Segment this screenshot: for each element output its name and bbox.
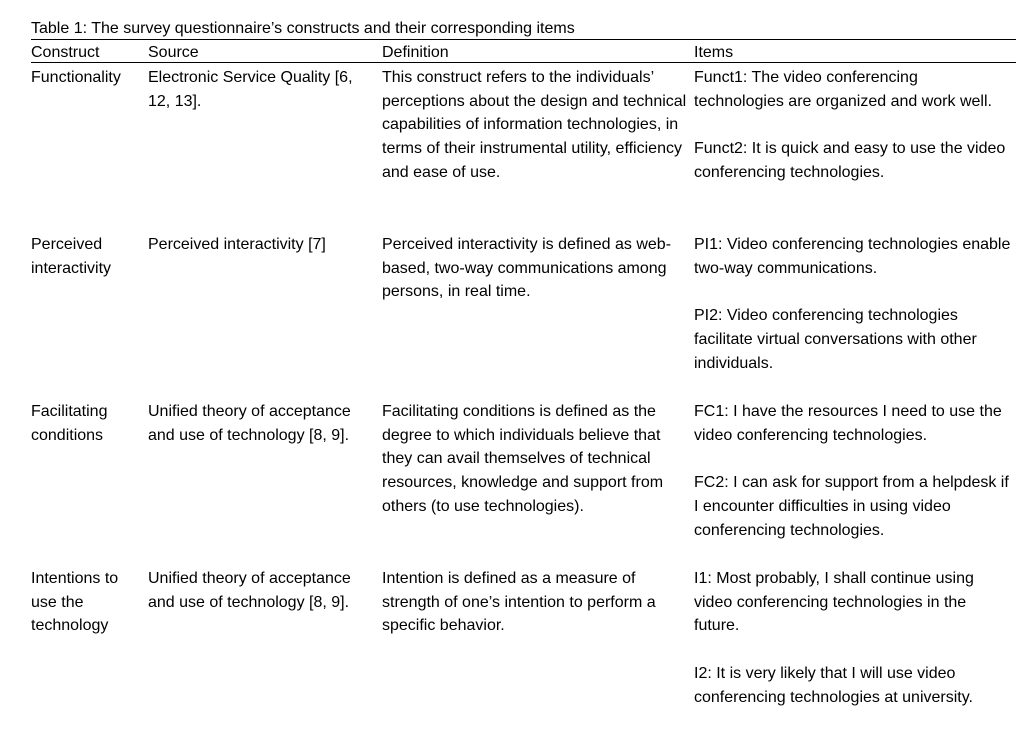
source-line: Unified theory of acceptance bbox=[148, 570, 351, 587]
source-cell bbox=[148, 400, 376, 447]
definition-cell: Facilitating conditions is defined as the degree to which individuals believe that they can avail themselves of technical resources, knowledge and support from others (to use technologies). bbox=[382, 403, 664, 515]
construct-cell: Facilitating conditions bbox=[31, 403, 108, 444]
construct-cell: Functionality bbox=[31, 69, 121, 86]
header-source: Source bbox=[148, 44, 199, 61]
source-cell bbox=[148, 567, 376, 614]
item-text: FC2: I can ask for support from a helpdesk if I encounter difficulties in using video conferencing technologies. bbox=[694, 474, 1009, 539]
items-cell bbox=[694, 567, 1012, 709]
table-caption: Table 1: The survey questionnaire’s constructs and their corresponding items bbox=[31, 20, 575, 37]
definition-cell: This construct refers to the individuals’ perceptions about the design and technical capabilities of information technologies, in terms of their instrumental utility, efficiency and ease of use. bbox=[382, 69, 687, 181]
header-construct: Construct bbox=[31, 44, 100, 61]
item-text: I1: Most probably, I shall continue using video conferencing technologies in the future. bbox=[694, 570, 974, 635]
header-items: Items bbox=[694, 44, 734, 61]
definition-cell: Perceived interactivity is defined as web-based, two-way communications among persons, in real time. bbox=[382, 236, 672, 301]
item-text: PI2: Video conferencing technologies facilitate virtual conversations with other individuals. bbox=[694, 307, 977, 372]
construct-cell: Perceived interactivity bbox=[31, 236, 112, 277]
source-cell: Electronic Service Quality [6, 12, 13]. bbox=[148, 69, 353, 110]
definition-cell: Intention is defined as a measure of strength of one’s intention to perform a specific behavior. bbox=[382, 570, 656, 635]
source-line: Unified theory of acceptance bbox=[148, 403, 351, 420]
items-cell bbox=[694, 400, 1012, 542]
item-text: I2: It is very likely that I will use video conferencing technologies at university. bbox=[694, 664, 973, 706]
header-rule bbox=[31, 62, 1016, 63]
items-cell bbox=[694, 233, 1012, 375]
items-cell bbox=[694, 66, 1012, 185]
header-definition: Definition bbox=[382, 44, 449, 61]
construct-cell: Intentions to use the technology bbox=[31, 570, 119, 635]
source-cell: Perceived interactivity [7] bbox=[148, 236, 326, 253]
top-rule bbox=[31, 39, 1016, 40]
item-text: Funct2: It is quick and easy to use the video conferencing technologies. bbox=[694, 140, 1006, 181]
item-text: FC1: I have the resources I need to use the video conferencing technologies. bbox=[694, 403, 1002, 444]
source-line: and use of technology [8, 9]. bbox=[148, 593, 350, 611]
source-line: and use of technology [8, 9]. bbox=[148, 426, 350, 444]
item-text: PI1: Video conferencing technologies enable two-way communications. bbox=[694, 236, 1011, 277]
item-text: Funct1: The video conferencing technologies are organized and work well. bbox=[694, 69, 992, 110]
